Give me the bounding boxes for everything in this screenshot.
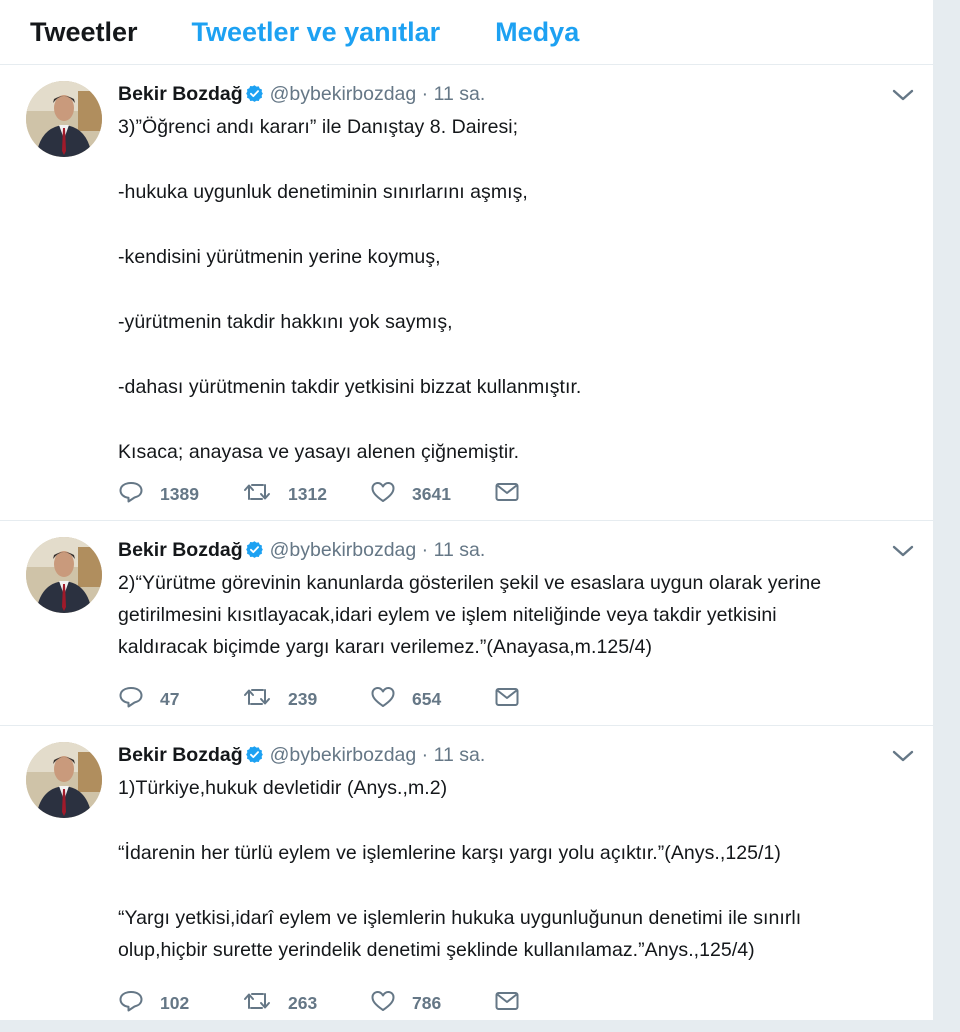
tweet-text [118, 567, 903, 663]
tweet-text-line: getirilmesini kısıtlayacak,idari eylem ve işlem niteliğinde veya takdir yetkisini [118, 604, 777, 626]
tweet-text-line: “İdarenin her türlü eylem ve işlemlerine karşı yargı yolu açıktır.”(Anys.,125/1) [118, 842, 781, 864]
tweet-text-line: kaldıracak biçimde yargı kararı verilemez.”(Anayasa,m.125/4) [118, 636, 653, 658]
tweet-text [118, 772, 903, 966]
tweet-timestamp[interactable]: 11 sa. [433, 744, 486, 766]
tweet-header [118, 741, 903, 772]
reply-count: 1389 [160, 483, 199, 504]
like-button[interactable] [370, 480, 494, 509]
profile-tabs [0, 0, 933, 65]
tweet-header [118, 80, 903, 111]
tab-tweets[interactable]: Tweetler [30, 16, 138, 47]
tweet-text-line: olup,hiçbir surette yerindelik denetimi şeklinde kullanılamaz.”Anys.,125/4) [118, 939, 755, 961]
retweet-icon [242, 989, 288, 1018]
reply-count: 102 [160, 992, 190, 1013]
tweet[interactable] [0, 726, 933, 1032]
paragraph-gap [118, 869, 903, 902]
separator-dot: · [421, 539, 429, 561]
tab-tweets-and-replies[interactable]: Tweetler ve yanıtlar [191, 16, 441, 47]
like-count: 3641 [412, 483, 451, 504]
chevron-down-icon[interactable] [891, 87, 915, 103]
avatar[interactable] [26, 81, 102, 157]
tweet-text-line: -dahası yürütmenin takdir yetkisini bizzat kullanmıştır. [118, 376, 582, 398]
author-name[interactable]: Bekir Bozdağ [118, 539, 243, 561]
verified-badge-icon [245, 539, 264, 567]
retweet-button[interactable] [242, 685, 370, 714]
chevron-down-icon[interactable] [891, 748, 915, 764]
reply-button[interactable] [118, 685, 242, 714]
retweet-count: 239 [288, 688, 318, 709]
separator-dot: · [421, 744, 429, 766]
paragraph-gap [118, 338, 903, 371]
tweet-text [118, 111, 903, 468]
like-button[interactable] [370, 685, 494, 714]
reply-icon [118, 685, 160, 714]
paragraph-gap [118, 208, 903, 241]
tweet-text-line: “Yargı yetkisi,idarî eylem ve işlemlerin hukuka uygunluğunun denetimi ile sınırlı [118, 907, 802, 929]
reply-count: 47 [160, 688, 180, 709]
author-name[interactable]: Bekir Bozdağ [118, 83, 243, 105]
direct-message-button[interactable] [494, 481, 536, 508]
envelope-icon [494, 686, 536, 713]
like-count: 654 [412, 688, 442, 709]
chevron-down-icon[interactable] [891, 543, 915, 559]
tweet-text-line: Kısaca; anayasa ve yasayı alenen çiğnemiştir. [118, 441, 520, 463]
paragraph-gap [118, 273, 903, 306]
tweet-actions [118, 988, 536, 1018]
author-handle[interactable]: @bybekirbozdag [269, 744, 417, 766]
retweet-icon [242, 685, 288, 714]
tweet-actions [118, 479, 536, 509]
paragraph-gap [118, 143, 903, 176]
tweet-timestamp[interactable]: 11 sa. [433, 539, 486, 561]
tweet[interactable] [0, 65, 933, 521]
verified-badge-icon [245, 744, 264, 772]
tweet-header [118, 536, 903, 567]
heart-icon [370, 685, 412, 714]
tweet-text-line: 2)“Yürütme görevinin kanunlarda gösterilen şekil ve esaslara uygun olarak yerine [118, 572, 822, 594]
reply-button[interactable] [118, 989, 242, 1018]
retweet-button[interactable] [242, 480, 370, 509]
author-handle[interactable]: @bybekirbozdag [269, 83, 417, 105]
like-button[interactable] [370, 989, 494, 1018]
tweet-timestamp[interactable]: 11 sa. [433, 83, 486, 105]
author-handle[interactable]: @bybekirbozdag [269, 539, 417, 561]
tweet-text-line: -kendisini yürütmenin yerine koymuş, [118, 246, 441, 268]
heart-icon [370, 989, 412, 1018]
tweet[interactable] [0, 521, 933, 726]
tweet-text-line: 3)”Öğrenci andı kararı” ile Danıştay 8. Dairesi; [118, 116, 519, 138]
paragraph-gap [118, 403, 903, 436]
avatar[interactable] [26, 742, 102, 818]
reply-icon [118, 480, 160, 509]
tweet-actions [118, 684, 536, 714]
separator-dot: · [421, 83, 429, 105]
reply-button[interactable] [118, 480, 242, 509]
tweet-text-line: -hukuka uygunluk denetiminin sınırlarını aşmış, [118, 181, 528, 203]
reply-icon [118, 989, 160, 1018]
retweet-icon [242, 480, 288, 509]
paragraph-gap [118, 804, 903, 837]
retweet-count: 1312 [288, 483, 327, 504]
retweet-button[interactable] [242, 989, 370, 1018]
tweet-stream [0, 65, 933, 1032]
like-count: 786 [412, 992, 442, 1013]
direct-message-button[interactable] [494, 686, 536, 713]
direct-message-button[interactable] [494, 990, 536, 1017]
heart-icon [370, 480, 412, 509]
envelope-icon [494, 481, 536, 508]
verified-badge-icon [245, 83, 264, 111]
tab-media[interactable]: Medya [495, 16, 580, 47]
envelope-icon [494, 990, 536, 1017]
tweet-text-line: 1)Türkiye,hukuk devletidir (Anys.,m.2) [118, 777, 448, 799]
author-name[interactable]: Bekir Bozdağ [118, 744, 243, 766]
retweet-count: 263 [288, 992, 318, 1013]
tweet-text-line: -yürütmenin takdir hakkını yok saymış, [118, 311, 453, 333]
avatar[interactable] [26, 537, 102, 613]
